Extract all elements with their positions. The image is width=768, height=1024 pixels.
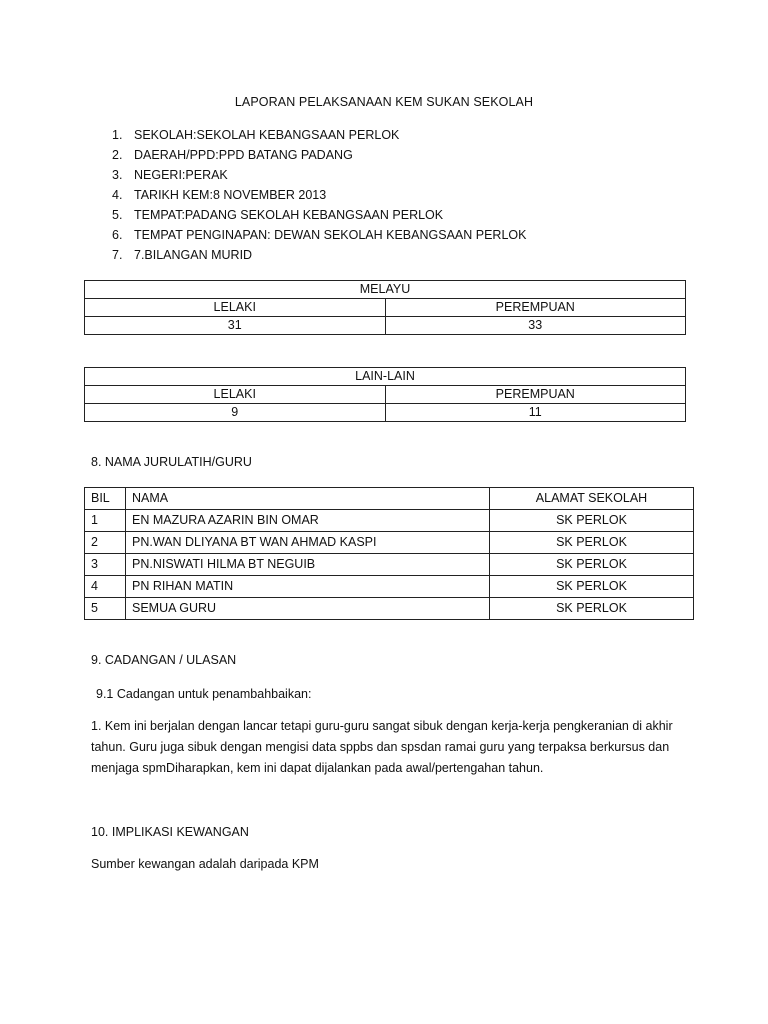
- table-cell: PEREMPUAN: [385, 299, 686, 317]
- section-9-paragraph: 1. Kem ini berjalan dengan lancar tetapi guru-guru sangat sibuk dengan kerja-kerja pengkeranian di akhir tahun. Guru juga sibuk dengan mengisi data sppbs dan spsdan ramai guru yang terpaksa berkursus dan menjaga spmDiharapkan, kem ini dapat dijalankan pada awal/pertengahan tahun.: [91, 719, 673, 775]
- section-8-heading: 8. NAMA JURULATIH/GURU: [91, 455, 252, 469]
- table-header-row: BIL NAMA ALAMAT SEKOLAH: [85, 488, 694, 510]
- lainlain-table: [84, 367, 686, 422]
- table-row: 3 PN.NISWATI HILMA BT NEGUIB SK PERLOK: [85, 554, 694, 576]
- page-title: LAPORAN PELAKSANAAN KEM SUKAN SEKOLAH: [234, 95, 534, 109]
- table-row: 5 SEMUA GURU SK PERLOK: [85, 598, 694, 620]
- section-10-text: Sumber kewangan adalah daripada KPM: [91, 857, 319, 871]
- table-header: MELAYU: [85, 281, 686, 299]
- section-9-subheading: 9.1 Cadangan untuk penambahbaikan:: [96, 687, 312, 701]
- table-row: 1 EN MAZURA AZARIN BIN OMAR SK PERLOK: [85, 510, 694, 532]
- list-item: 4. TARIKH KEM:8 NOVEMBER 2013: [112, 188, 327, 202]
- list-item: 3. NEGERI:PERAK: [112, 168, 228, 182]
- list-item: 7. 7.BILANGAN MURID: [112, 248, 253, 262]
- table-cell: 11: [385, 404, 686, 422]
- list-item: 2. DAERAH/PPD:PPD BATANG PADANG: [112, 148, 353, 162]
- table-cell: 33: [385, 317, 686, 335]
- table-header: LAIN-LAIN: [85, 368, 686, 386]
- table-cell: PEREMPUAN: [385, 386, 686, 404]
- section-10-heading: 10. IMPLIKASI KEWANGAN: [91, 825, 249, 839]
- melayu-table: [84, 280, 686, 335]
- table-cell: 31: [85, 317, 386, 335]
- table-cell: LELAKI: [85, 386, 386, 404]
- section-9-heading: 9. CADANGAN / ULASAN: [91, 653, 237, 667]
- coach-table: [84, 487, 694, 620]
- info-list: [92, 125, 526, 265]
- table-cell: LELAKI: [85, 299, 386, 317]
- table-row: 4 PN RIHAN MATIN SK PERLOK: [85, 576, 694, 598]
- list-item: 6. TEMPAT PENGINAPAN: DEWAN SEKOLAH KEBANGSAAN PERLOK: [112, 228, 527, 242]
- table-row: 2 PN.WAN DLIYANA BT WAN AHMAD KASPI SK PERLOK: [85, 532, 694, 554]
- list-item: 1. SEKOLAH:SEKOLAH KEBANGSAAN PERLOK: [112, 128, 400, 142]
- table-cell: 9: [85, 404, 386, 422]
- list-item: 5. TEMPAT:PADANG SEKOLAH KEBANGSAAN PERLOK: [112, 208, 444, 222]
